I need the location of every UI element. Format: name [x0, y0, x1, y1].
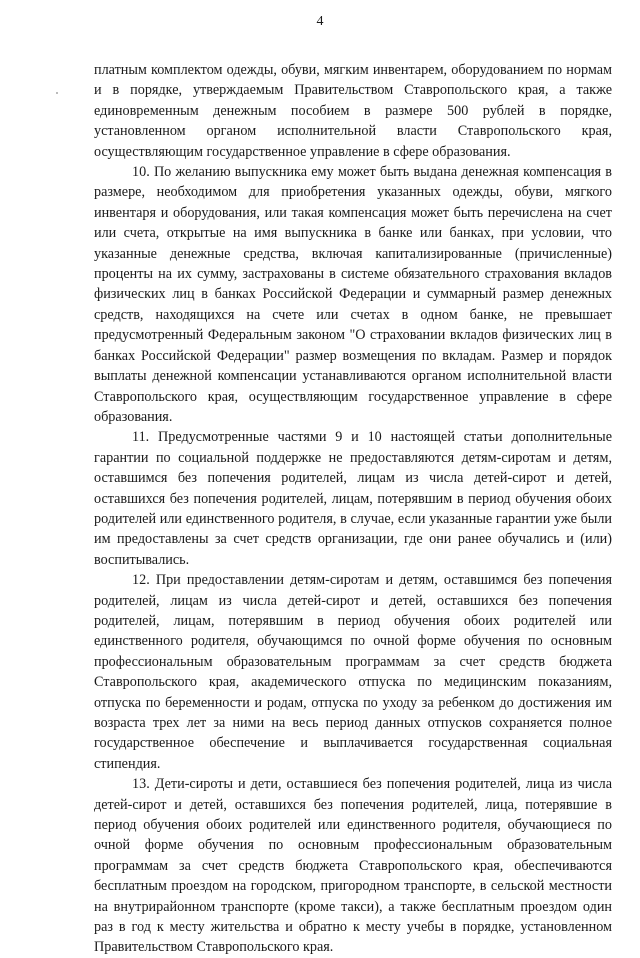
paragraph-10: 10. По желанию выпускника ему может быть выдана денежная компенсация в размере, необходимом для приобретения указанных одежды, обуви, мягкого инвентаря и оборудования, или такая компенсация может быть перечислена на счет или счета, открытые на имя выпускника в банке или банках, при условии, что указанные денежные средства, включая капитализированные (причисленные) проценты на их сумму, застрахованы в системе обязательного страхования вкладов физических лиц в банках Российской Федерации и суммарный размер денежных средств, находящихся на счете или счетах в одном банке, не превышает предусмотренный Федеральным законом "О страховании вкладов физических лиц в банках Российской Федерации" размер возмещения по вкладам. Размер и порядок выплаты денежной компенсации устанавливаются органом исполнительной власти Ставропольского края, осуществляющим государственное управление в сфере образования. [94, 164, 612, 425]
document-body [94, 60, 612, 958]
paragraph-11: 11. Предусмотренные частями 9 и 10 настоящей статьи дополнительные гарантии по социальной поддержке не предоставляются детям-сиротам и детям, оставшимся без попечения родителей, лицам из числа детей-сирот и детей, оставшихся без попечения родителей, лицам, потерявшим в период обучения обоих родителей или единственного родителя, в случае, если указанные гарантии уже были им предоставлены за счет средств организации, где они ранее обучались и (или) воспитывались. [94, 429, 612, 568]
scan-speck [56, 92, 58, 94]
page-number: 4 [316, 14, 324, 29]
paragraph-12: 12. При предоставлении детям-сиротам и детям, оставшимся без попечения родителей, лицам из числа детей-сирот и детей, оставшихся без попечения родителей, лицам, потерявшим в период обучения обоих родителей или единственного родителя, обучающимся по очной форме обучения по основным профессиональным образовательным программам за счет средств бюджета Ставропольского края, академического отпуска по медицинским показаниям, отпуска по беременности и родам, отпуска по уходу за ребенком до достижения им возраста трех лет за ними на весь период данных отпусков сохраняется полное государственное обеспечение и выплачивается государственная социальная стипендия. [94, 572, 612, 772]
paragraph-continuation: платным комплектом одежды, обуви, мягким инвентарем, оборудованием по нормам и в порядке, утверждаемым Правительством Ставропольского края, а также единовременным денежным пособием в размере 500 рублей в порядке, установленном органом исполнительной власти Ставропольского края, осуществляющим государственное управление в сфере образования. [94, 62, 612, 160]
paragraph-13: 13. Дети-сироты и дети, оставшиеся без попечения родителей, лица из числа детей-сирот и детей, оставшихся без попечения родителей, лица, потерявшие в период обучения обоих родителей или единственного родителя, обучающиеся по очной форме обучения по основным профессиональным образовательным программам за счет средств бюджета Ставропольского края, обеспечиваются бесплатным проездом на городском, пригородном транспорте, в сельской местности на внутрирайонном транспорте (кроме такси), а также бесплатным проездом один раз в год к месту жительства и обратно к месту учебы в порядке, установленном Правительством Ставропольского края. [94, 776, 612, 956]
